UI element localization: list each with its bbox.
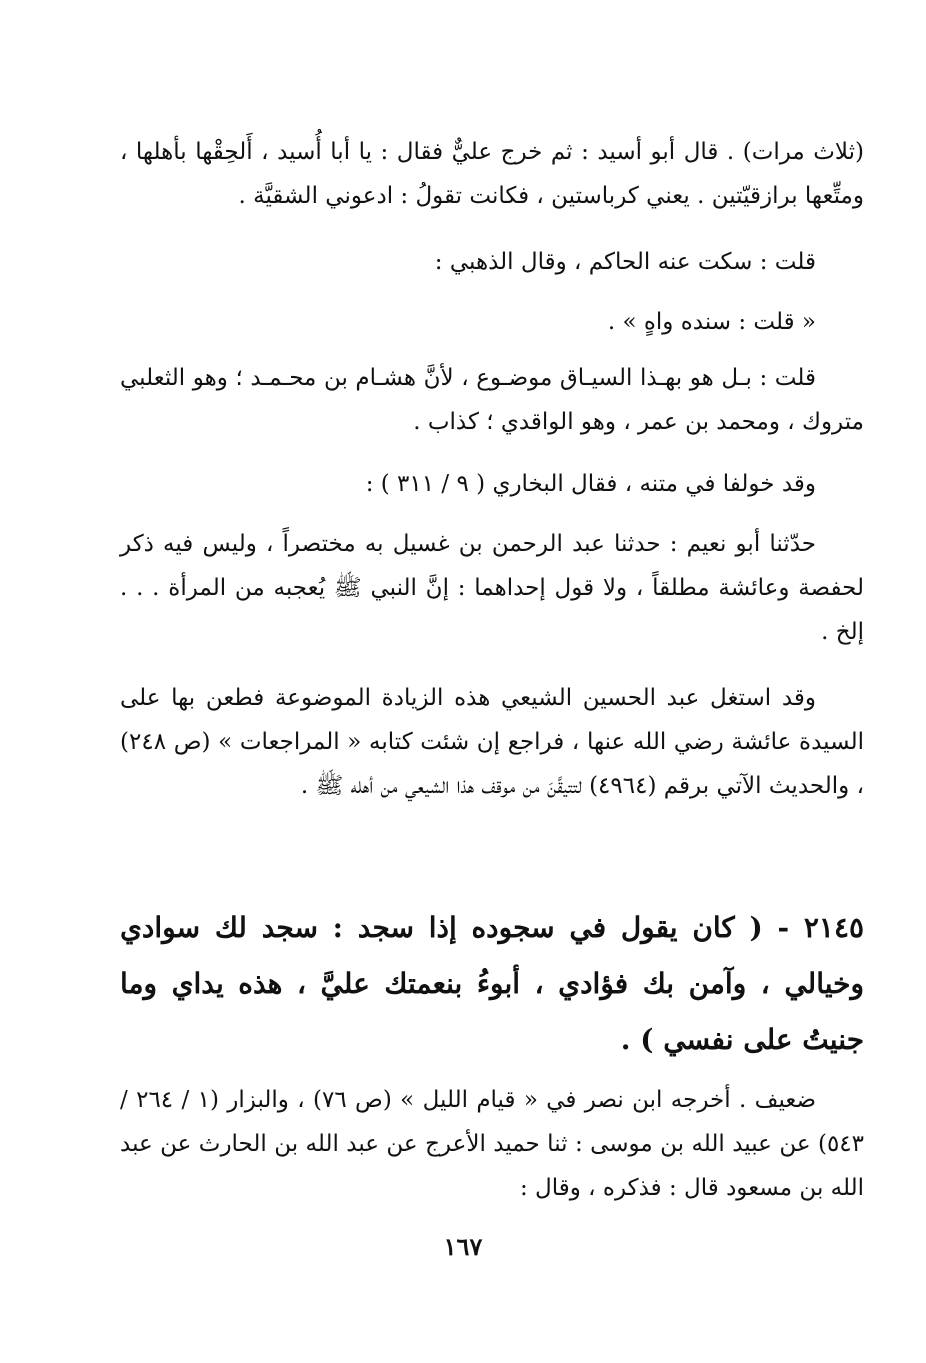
paragraph-4: قلت : بـل هو بهـذا السيـاق موضـوع ، لأنَّ هشـام بن محـمـد ؛ وهو الثعلبي متروك ، ومحمد بن عمر ، وهو الواقدي ؛ كذاب . [120,365,864,435]
paragraph-7: وقد استغل عبد الحسين الشيعي هذه الزيادة الموضوعة فطعن بها على السيدة عائشة رضي الله عنها ، فراجع إن شئت كتابه « المراجعات » (ص ٢٤٨) ، والحديث الآتي برقم (٤٩٦٤) لتتيقَّنَ من موقف هذا الشيعي من أهله ﷺ . [120,685,864,799]
hadith-block [120,900,864,1068]
paragraph-3: « قلت : سنده واهٍ » . [607,309,816,335]
takhrij-paragraph: ضعيف . أخرجه ابن نصر في « قيام الليل » (ص ٧٦) ، والبزار (١ / ٢٦٤ / ٥٤٣) عن عبيد الله بن موسى : ثنا حميد الأعرج عن عبد الله بن الحارث عن عبد الله بن مسعود قال : فذكره ، وقال : [120,1087,864,1201]
hadith-text: - ( كان يقول في سجوده إذا سجد : سجد لك سوادي وخيالي ، وآمن بك فؤادي ، أبوءُ بنعمتك عليَّ ، هذه يداي وما جنيتُ على نفسي ) . [120,911,864,1056]
paragraph-2: قلت : سكت عنه الحاكم ، وقال الذهبي : [434,249,816,275]
page-number: ١٦٧ [443,1232,483,1261]
paragraph-6: حدّثنا أبو نعيم : حدثنا عبد الرحمن بن غسيل به مختصراً ، وليس فيه ذكر لحفصة وعائشة مطلقاً ، ولا قول إحداهما : إنَّ النبي ﷺ يُعجبه من المرأة . . . إلخ . [120,531,864,645]
hadith-number: ٢١٤٥ [803,911,865,944]
paragraph-1: (ثلاث مرات) . قال أبو أسيد : ثم خرج عليٌّ فقال : يا أبا أُسيد ، أَلحِقْها بأهلها ، ومتِّعها برازقيّتين . يعني كرباستين ، فكانت تقولُ : ادعوني الشقيَّة . [120,139,864,209]
paragraph-5: وقد خولفا في متنه ، فقال البخاري ( ٩ / ٣١١ ) : [365,471,816,497]
